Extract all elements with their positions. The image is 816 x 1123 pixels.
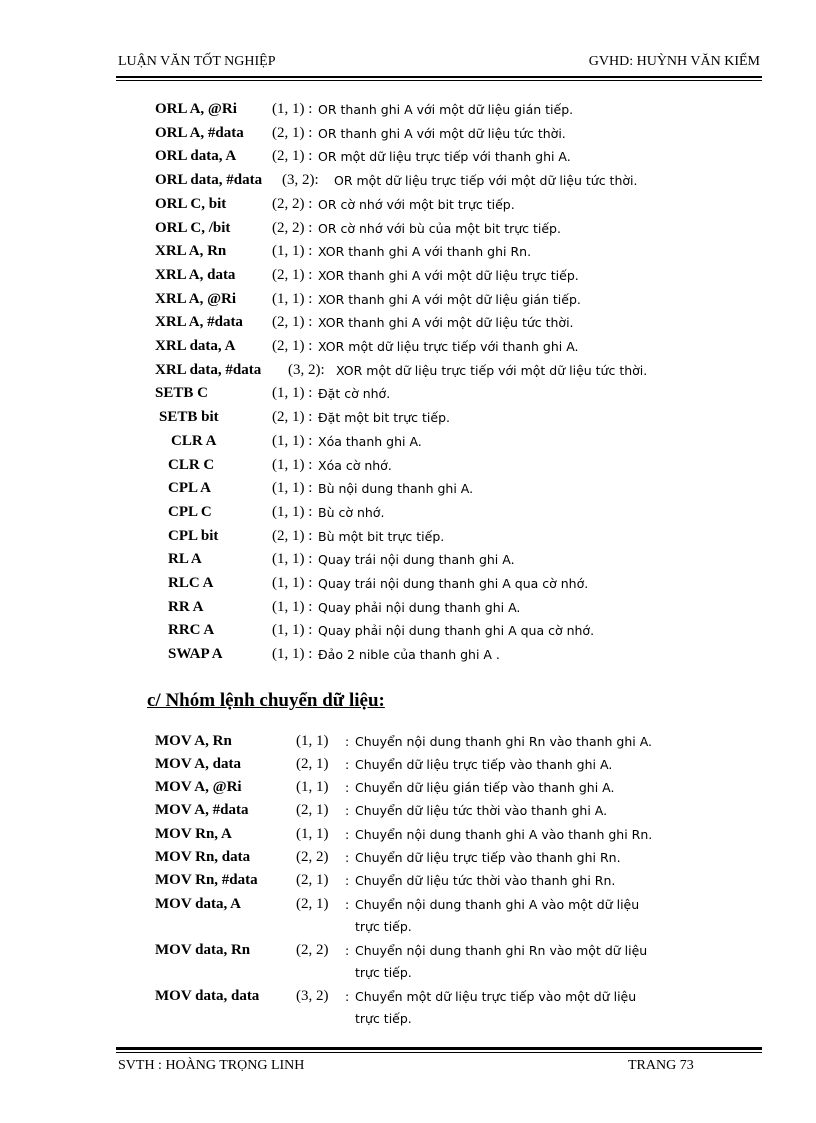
instruction-bytes-cycles: (1, 1) :	[272, 432, 313, 449]
instruction-description: Bù một bit trực tiếp.	[318, 528, 445, 544]
instruction-bytes-cycles: (1, 1)	[296, 826, 329, 842]
instruction-description: XOR một dữ liệu trực tiếp với thanh ghi A.	[318, 339, 579, 354]
instruction-bytes-cycles: (2, 1)	[296, 896, 329, 912]
instruction-mnemonic: ORL C, /bit	[155, 219, 231, 236]
instruction-description: Chuyển dữ liệu tức thời vào thanh ghi Rn.	[355, 873, 616, 888]
instruction-description: Quay phải nội dung thanh ghi A qua cờ nhớ.	[318, 623, 595, 639]
instruction-bytes-cycles: (1, 1)	[296, 779, 329, 795]
instruction-mnemonic: ORL C, bit	[155, 195, 227, 212]
instruction-bytes-cycles: (2, 1) :	[272, 409, 313, 426]
instruction-mnemonic: RLC A	[168, 575, 214, 591]
instruction-description: Quay phải nội dung thanh ghi A.	[318, 599, 521, 615]
instruction-description: Chuyển nội dung thanh ghi Rn vào thanh ghi A.	[355, 734, 653, 749]
instruction-mnemonic: XRL data, A	[155, 338, 236, 354]
instruction-mnemonic: RR A	[168, 598, 204, 615]
header-advisor: GVHD: HUỲNH VĂN KIỂM	[588, 54, 760, 69]
instruction-bytes-cycles: (2, 1) :	[272, 338, 313, 354]
separator-colon: :	[345, 780, 350, 795]
instruction-description: Đặt cờ nhớ.	[318, 386, 391, 402]
instruction-description: OR thanh ghi A với một dữ liệu gián tiếp.	[318, 102, 574, 117]
instruction-mnemonic: XRL A, #data	[155, 314, 243, 331]
instruction-mnemonic: MOV A, #data	[155, 802, 249, 818]
instruction-description: XOR thanh ghi A với một dữ liệu trực tiếp.	[318, 267, 579, 283]
instruction-description: Chuyển một dữ liệu trực tiếp vào một dữ liệu	[355, 989, 637, 1004]
instruction-bytes-cycles: (1, 1) :	[272, 290, 313, 307]
instruction-mnemonic: RL A	[168, 551, 202, 568]
instruction-description: Bù nội dung thanh ghi A.	[318, 481, 474, 497]
instruction-bytes-cycles: (2, 2) :	[272, 195, 313, 212]
instruction-description: XOR thanh ghi A với một dữ liệu gián tiếp.	[318, 291, 581, 307]
instruction-bytes-cycles: (1, 1) :	[272, 503, 313, 520]
instruction-description: XOR một dữ liệu trực tiếp với một dữ liệu tức thời.	[336, 362, 648, 378]
instruction-description: Chuyển dữ liệu tức thời vào thanh ghi A.	[355, 803, 608, 818]
instruction-mnemonic: ORL A, @Ri	[155, 101, 237, 117]
instruction-bytes-cycles: (2, 1) :	[272, 124, 313, 141]
instruction-bytes-cycles: (1, 1) :	[272, 575, 313, 591]
instruction-description: OR thanh ghi A với một dữ liệu tức thời.	[318, 125, 566, 141]
instruction-description: Chuyển dữ liệu gián tiếp vào thanh ghi A.	[355, 780, 615, 795]
separator-colon: :	[345, 873, 350, 888]
separator-colon: :	[345, 757, 350, 772]
separator-colon: :	[345, 943, 350, 958]
instruction-mnemonic: MOV A, Rn	[155, 733, 232, 749]
instruction-bytes-cycles: (2, 1) :	[272, 314, 313, 331]
instruction-mnemonic: SWAP A	[168, 646, 223, 663]
instruction-bytes-cycles: (2, 1) :	[272, 148, 313, 165]
footer-student: SVTH : HOÀNG TRỌNG LINH	[118, 1058, 305, 1073]
separator-colon: :	[345, 827, 350, 842]
instruction-bytes-cycles: (2, 1) :	[272, 527, 313, 544]
instruction-description: Chuyển nội dung thanh ghi A vào thanh ghi Rn.	[355, 827, 653, 842]
instruction-description: OR cờ nhớ với bù của một bit trực tiếp.	[318, 220, 561, 236]
instruction-bytes-cycles: (3, 2):	[288, 361, 325, 378]
instruction-mnemonic: ORL data, #data	[155, 172, 263, 189]
instruction-description: XOR thanh ghi A với một dữ liệu tức thời.	[318, 315, 574, 331]
instruction-description: Chuyển nội dung thanh ghi Rn vào một dữ liệu	[355, 943, 648, 958]
instruction-mnemonic: CPL A	[168, 480, 211, 497]
instruction-description: Xóa cờ nhớ.	[318, 457, 392, 473]
instruction-mnemonic: CLR C	[168, 456, 215, 473]
instruction-mnemonic: MOV A, data	[155, 756, 241, 772]
separator-colon: :	[345, 897, 350, 912]
instruction-bytes-cycles: (3, 2)	[296, 988, 329, 1004]
instruction-bytes-cycles: (2, 1) :	[272, 266, 313, 283]
instruction-description: Đặt một bit trực tiếp.	[318, 410, 450, 426]
instruction-mnemonic: XRL A, Rn	[155, 243, 227, 260]
instruction-mnemonic: ORL A, #data	[155, 124, 244, 141]
separator-colon: :	[345, 734, 350, 749]
instruction-bytes-cycles: (2, 2) :	[272, 219, 313, 236]
instruction-description: Đảo 2 nible của thanh ghi A .	[318, 647, 500, 663]
instruction-bytes-cycles: (1, 1) :	[272, 243, 313, 260]
instruction-bytes-cycles: (2, 1)	[296, 802, 329, 818]
instruction-bytes-cycles: (1, 1) :	[272, 622, 313, 639]
instruction-description: Chuyển dữ liệu trực tiếp vào thanh ghi Rn.	[355, 850, 621, 865]
instruction-mnemonic: XRL A, @Ri	[155, 290, 237, 307]
instruction-bytes-cycles: (1, 1) :	[272, 101, 313, 117]
instruction-mnemonic: MOV A, @Ri	[155, 779, 242, 795]
page-header	[116, 54, 762, 74]
instruction-bytes-cycles: (2, 2)	[296, 942, 329, 958]
instruction-bytes-cycles: (1, 1) :	[272, 385, 313, 402]
instruction-mnemonic: XRL data, #data	[155, 361, 262, 378]
instruction-description: Chuyển nội dung thanh ghi A vào một dữ liệu	[355, 897, 640, 912]
instruction-mnemonic: RRC A	[168, 622, 215, 639]
instruction-bytes-cycles: (1, 1) :	[272, 456, 313, 473]
instruction-description: OR một dữ liệu trực tiếp với một dữ liệu tức thời.	[334, 173, 638, 189]
footer-divider-thin	[116, 1052, 762, 1053]
page-number: TRANG 73	[628, 1058, 694, 1073]
instruction-mnemonic: CPL C	[168, 503, 212, 520]
instruction-mnemonic: MOV Rn, A	[155, 826, 232, 842]
instruction-mnemonic: MOV data, A	[155, 896, 241, 912]
instruction-description: Chuyển dữ liệu trực tiếp vào thanh ghi A.	[355, 757, 613, 772]
instruction-bytes-cycles: (3, 2):	[282, 172, 319, 189]
instruction-mnemonic: MOV Rn, #data	[155, 872, 258, 888]
instruction-mnemonic: MOV Rn, data	[155, 849, 251, 865]
separator-colon: :	[345, 850, 350, 865]
instruction-mnemonic: SETB C	[155, 385, 208, 402]
instruction-description: XOR thanh ghi A với thanh ghi Rn.	[318, 244, 532, 260]
header-thesis-title: LUẬN VĂN TỐT NGHIỆP	[118, 54, 276, 69]
instruction-description-continued: trực tiếp.	[355, 965, 412, 980]
instruction-description: Quay trái nội dung thanh ghi A.	[318, 552, 515, 568]
instruction-bytes-cycles: (2, 1)	[296, 872, 329, 888]
instruction-mnemonic: MOV data, data	[155, 988, 260, 1004]
instruction-bytes-cycles: (1, 1) :	[272, 551, 313, 568]
instruction-description-continued: trực tiếp.	[355, 919, 412, 934]
section-heading: c/ Nhóm lệnh chuyển dữ liệu:	[147, 690, 385, 711]
instruction-description: OR cờ nhớ với một bit trực tiếp.	[318, 196, 515, 212]
instruction-bytes-cycles: (1, 1)	[296, 733, 329, 749]
instruction-description: OR một dữ liệu trực tiếp với thanh ghi A.	[318, 149, 571, 165]
instruction-bytes-cycles: (1, 1) :	[272, 480, 313, 497]
instruction-bytes-cycles: (2, 1)	[296, 756, 329, 772]
header-divider-thin	[116, 80, 762, 81]
instruction-mnemonic: SETB bit	[159, 409, 219, 426]
instruction-description: Bù cờ nhớ.	[318, 504, 385, 520]
instruction-mnemonic: CLR A	[171, 432, 217, 449]
instruction-mnemonic: ORL data, A	[155, 148, 237, 165]
instruction-bytes-cycles: (2, 2)	[296, 849, 329, 865]
instruction-mnemonic: CPL bit	[168, 527, 219, 544]
separator-colon: :	[345, 803, 350, 818]
instruction-description-continued: trực tiếp.	[355, 1011, 412, 1026]
instruction-mnemonic: XRL A, data	[155, 266, 236, 283]
separator-colon: :	[345, 989, 350, 1004]
footer-divider	[116, 1047, 762, 1050]
instruction-bytes-cycles: (1, 1) :	[272, 646, 313, 663]
instruction-bytes-cycles: (1, 1) :	[272, 598, 313, 615]
instruction-description: Xóa thanh ghi A.	[318, 433, 422, 449]
instruction-description: Quay trái nội dung thanh ghi A qua cờ nhớ.	[318, 576, 589, 591]
instruction-mnemonic: MOV data, Rn	[155, 942, 251, 958]
header-divider	[116, 76, 762, 78]
